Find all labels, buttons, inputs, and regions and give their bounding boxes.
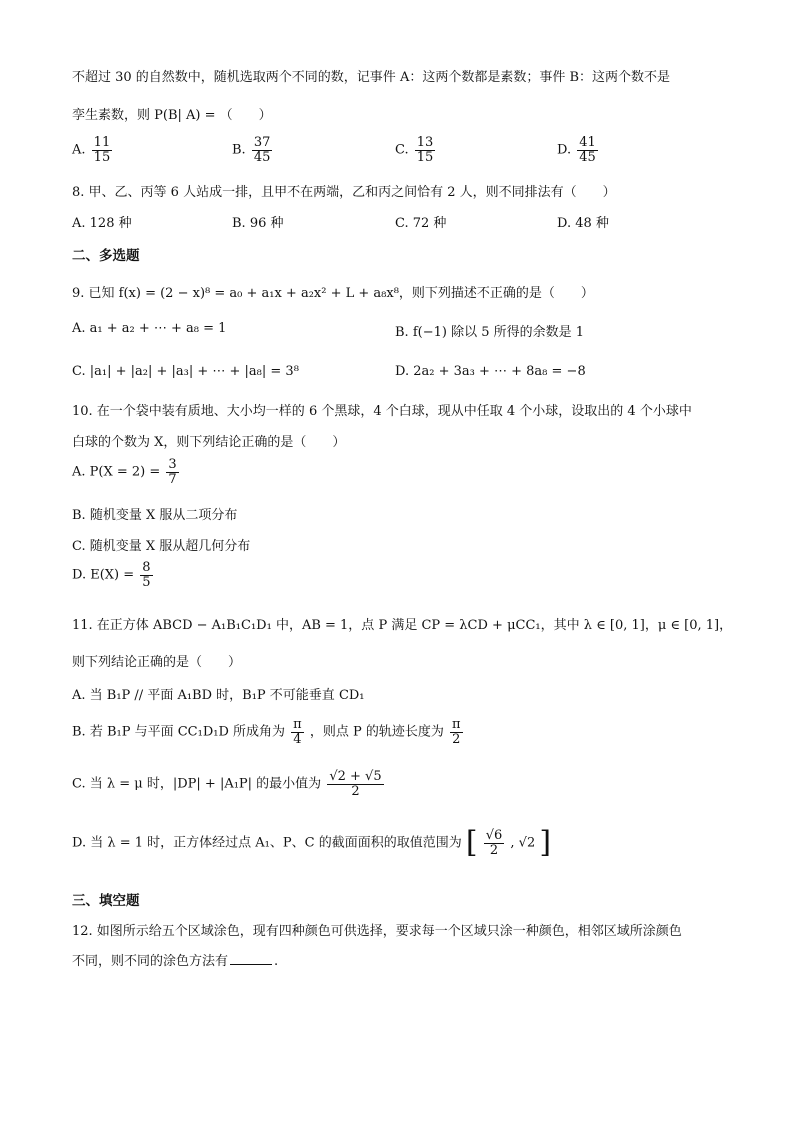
q9-option-d: D. 2a₂ + 3a₃ + ⋯ + 8a₈ = −8: [395, 364, 586, 379]
q8-stem: 8. 甲、乙、丙等 6 人站成一排，且甲不在两端，乙和丙之间恰有 2 人，则不同排法有（ ）: [72, 185, 616, 200]
q11-option-a: A. 当 B₁P // 平面 A₁BD 时，B₁P 不可能垂直 CD₁: [72, 688, 365, 703]
answer-blank: [230, 964, 272, 965]
q7-option-c: C. $\frac{13}{15}$: [395, 135, 434, 165]
q10-option-d: D. E(X) = $\frac{8}{5}$: [72, 560, 151, 590]
q7-line2: 孪生素数，则 P(B| A) = （ ）: [72, 108, 272, 123]
q11-line2: 则下列结论正确的是（ ）: [72, 655, 242, 670]
q11-option-b: B. 若 B₁P 与平面 CC₁D₁D 所成角为 $\frac{\pi}{4}$ ，则点 P 的轨迹长度为 $\frac{\pi}{2}$: [72, 717, 461, 747]
q8-option-b: B. 96 种: [232, 216, 284, 231]
q9-option-b: B. f(−1) 除以 5 所得的余数是 1: [395, 325, 585, 340]
q9-stem: 9. 已知 f(x) = (2 − x)⁸ = a₀ + a₁x + a₂x² + L + a₈x⁸，则下列描述不正确的是（ ）: [72, 286, 594, 301]
left-bracket: [: [465, 825, 478, 860]
section-heading-multi-choice: 二、多选题: [72, 248, 140, 264]
q11-line1: 11. 在正方体 ABCD − A₁B₁C₁D₁ 中，AB = 1，点 P 满足 CP = λCD + μCC₁，其中 λ ∈ [0, 1]，μ ∈ [0, 1]，: [72, 618, 733, 633]
right-bracket: ]: [539, 825, 552, 860]
q11-option-c: C. 当 λ = μ 时，|DP| + |A₁P| 的最小值为 $\frac{√2 + √5}{2}$: [72, 769, 382, 799]
q12-line2: 不同，则不同的涂色方法有 .: [72, 954, 279, 969]
q7-option-b: B. $\frac{37}{45}$: [232, 135, 271, 165]
q10-option-a: A. P(X = 2) = $\frac{3}{7}$: [72, 457, 177, 487]
q10-option-b: B. 随机变量 X 服从二项分布: [72, 508, 238, 523]
q7-line1: 不超过 30 的自然数中，随机选取两个不同的数，记事件 A：这两个数都是素数；事件 B：这两个数不是: [72, 70, 671, 85]
q10-line2: 白球的个数为 X，则下列结论正确的是（ ）: [72, 435, 346, 450]
q8-option-d: D. 48 种: [557, 216, 609, 231]
q12-line1: 12. 如图所示给五个区域涂色，现有四种颜色可供选择，要求每一个区域只涂一种颜色，相邻区域所涂颜色: [72, 924, 682, 939]
q11-option-d: D. 当 λ = 1 时，正方体经过点 A₁、P、C 的截面面积的取值范围为 [ $\frac{√6}{2}$ , √2 ]: [72, 825, 552, 860]
q9-option-c: C. |a₁| + |a₂| + |a₃| + ⋯ + |a₈| = 3⁸: [72, 364, 299, 379]
q8-option-c: C. 72 种: [395, 216, 447, 231]
q7-option-d: D. $\frac{41}{45}$: [557, 135, 596, 165]
q10-option-c: C. 随机变量 X 服从超几何分布: [72, 539, 251, 554]
q8-option-a: A. 128 种: [72, 216, 132, 231]
q9-option-a: A. a₁ + a₂ + ⋯ + a₈ = 1: [72, 321, 227, 336]
q10-line1: 10. 在一个袋中装有质地、大小均一样的 6 个黑球，4 个白球，现从中任取 4 个小球，设取出的 4 个小球中: [72, 404, 692, 419]
section-heading-fill-blank: 三、填空题: [72, 893, 140, 909]
q7-option-a: A. $\frac{11}{15}$: [72, 135, 111, 165]
